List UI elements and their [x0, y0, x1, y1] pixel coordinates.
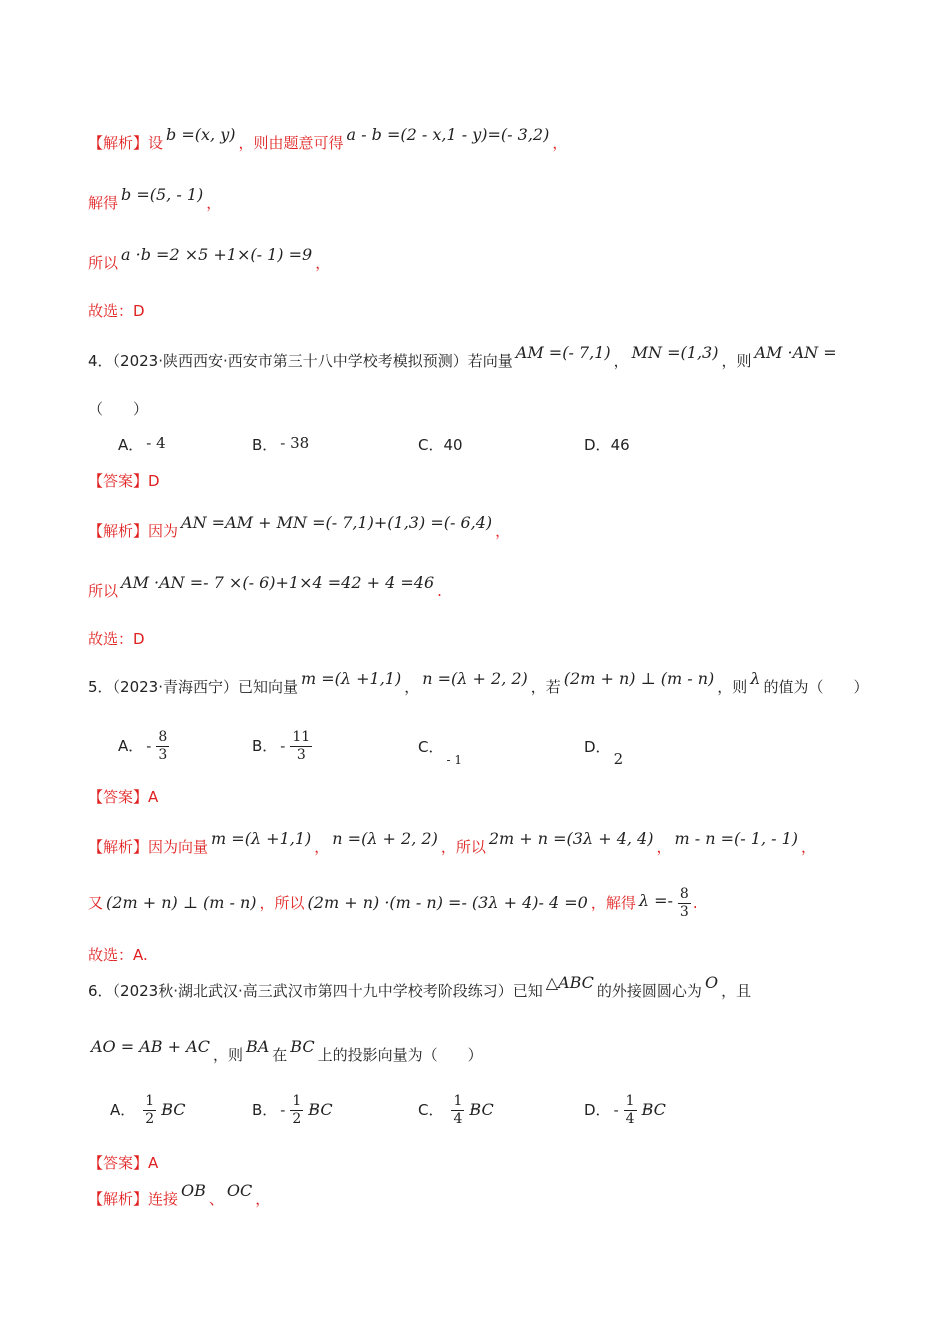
solution-tag: 【解析】 [88, 1190, 149, 1208]
vector: → BC [161, 1100, 185, 1119]
q4-paren: （ ） [88, 400, 149, 418]
math: (2m + n) ⊥ (m - n) [563, 669, 715, 688]
q5-option-d [584, 732, 626, 768]
text: 上的投影向量为（ ） [317, 1046, 483, 1064]
question-number: 4． [88, 352, 113, 370]
text: ，则 [212, 1046, 243, 1064]
numerator: 8 [679, 886, 689, 902]
answer-value: A [148, 788, 159, 806]
q4-conclusion: 故选：D [88, 630, 145, 648]
numerator: 8 [158, 729, 168, 745]
text: ， [656, 838, 672, 856]
q3-solution-line-2 [88, 185, 222, 218]
option-label: A． [118, 436, 144, 454]
option-label: C． [418, 1101, 444, 1119]
q6-answer [88, 1148, 158, 1178]
option-value: 40 [443, 436, 463, 454]
vector: → BC [469, 1100, 493, 1119]
denominator: 4 [453, 1111, 463, 1127]
numerator: 1 [292, 1093, 302, 1109]
math: 2m + n =(3λ + 4, 4) [488, 829, 654, 848]
q6-stem [88, 973, 752, 1006]
text: ，解得 [590, 894, 636, 912]
q5-option-a [118, 726, 171, 766]
option-value: 2 [613, 750, 624, 768]
denominator: 4 [625, 1111, 635, 1127]
math: BC [290, 1037, 315, 1056]
math: λ [750, 669, 761, 688]
text: ， [613, 352, 629, 370]
text: ， [255, 1190, 271, 1208]
fraction [156, 729, 169, 764]
solution-tag: 【解析】 [88, 134, 149, 152]
q5-conclusion: 故选：A. [88, 946, 148, 964]
text: ， [404, 678, 420, 696]
math: AM ·AN = [754, 343, 837, 362]
q5-solution-line-1 [88, 829, 817, 862]
option-value: - 4 [146, 434, 166, 452]
q5-option-b [252, 726, 314, 766]
text: ，则由题意可得 [238, 134, 344, 152]
text: ， [495, 522, 511, 540]
text: ， [315, 254, 331, 272]
math: a - b =(2 - x,1 - y)=(- 3,2) [346, 125, 550, 144]
text: 解得 [88, 194, 119, 212]
option-sign: - [280, 737, 286, 755]
text: ， [206, 194, 222, 212]
text: 所以 [88, 582, 119, 600]
math: m =(λ +1,1) [301, 669, 402, 688]
text: ，则 [721, 352, 752, 370]
vector: → BC [642, 1100, 666, 1119]
math: OB [181, 1181, 206, 1200]
question-source: （2023·陕西西安·西安市第三十八中学校考模拟预测）若向量 [112, 352, 513, 370]
math: (2m + n) ⊥ (m - n) [106, 893, 257, 912]
denominator: 3 [679, 904, 689, 920]
math: a ·b =2 ×5 +1×(- 1) =9 [121, 245, 313, 264]
fraction [678, 886, 691, 921]
q5-option-c [418, 732, 465, 767]
fraction [451, 1093, 464, 1128]
question-number: 5． [88, 678, 113, 696]
option-label: D． [584, 436, 611, 454]
solution-tag: 【解析】 [88, 522, 149, 540]
q6-option-c [418, 1090, 497, 1130]
option-label: C． [418, 436, 444, 454]
math: AN =AM + MN =(- 7,1)+(1,3) =(- 6,4) [181, 513, 493, 532]
vector: → BC [308, 1100, 332, 1119]
text: ，则 [717, 678, 748, 696]
q4-option-a [118, 430, 169, 460]
q4-option-c [418, 430, 463, 460]
option-label: B． [252, 737, 278, 755]
option-label: D． [584, 738, 611, 756]
denominator: 3 [158, 747, 168, 763]
math: (2m + n) ·(m - n) =- (3λ + 4)- 4 =0 [307, 893, 588, 912]
text: 在 [272, 1046, 288, 1064]
answer-tag: 【答案】 [88, 472, 149, 490]
q3-solution-line-3 [88, 245, 331, 278]
denominator: 2 [292, 1111, 302, 1127]
text: . [437, 582, 442, 600]
math: MN =(1,3) [631, 343, 719, 362]
option-label: B． [252, 436, 278, 454]
numerator: 11 [292, 729, 311, 745]
math: b =(x, y) [166, 125, 236, 144]
option-value: 46 [610, 436, 630, 454]
text: 又 [88, 894, 104, 912]
answer-value: D [148, 472, 160, 490]
denominator: 2 [145, 1111, 155, 1127]
question-source: （2023·青海西宁）已知向量 [112, 678, 298, 696]
option-sign: - [613, 1101, 619, 1119]
math: BA [245, 1037, 270, 1056]
option-value: - 38 [280, 434, 310, 452]
text: 、 [208, 1190, 224, 1208]
math: λ =- [638, 891, 673, 910]
text: ，且 [721, 982, 752, 1000]
question-source: （2023秋·湖北武汉·高三武汉市第四十九中学校考阶段练习）已知 [112, 982, 543, 1000]
math: O [704, 973, 719, 992]
text: . [692, 894, 698, 912]
answer-tag: 【答案】 [88, 788, 149, 806]
option-label: B． [252, 1101, 278, 1119]
q5-solution-line-2 [88, 886, 698, 920]
text: 因为 [148, 522, 179, 540]
text: ，所以 [440, 838, 486, 856]
option-label: A． [118, 737, 144, 755]
option-sign: - [280, 1101, 286, 1119]
q4-option-d [584, 430, 630, 460]
q4-option-b [252, 430, 312, 460]
text: 的外接圆圆心为 [596, 982, 702, 1000]
text: 所以 [88, 254, 119, 272]
q4-stem [88, 343, 840, 376]
math: n =(λ + 2, 2) [422, 669, 528, 688]
option-label: C． [418, 738, 444, 756]
text: 的值为（ ） [763, 678, 869, 696]
text: 连接 [148, 1190, 179, 1208]
q4-solution-line-1 [88, 513, 511, 546]
math: m =(λ +1,1) [211, 829, 312, 848]
q4-solution-line-2 [88, 573, 442, 606]
math: n =(λ + 2, 2) [332, 829, 438, 848]
fraction [290, 1093, 303, 1128]
text: ，若 [530, 678, 561, 696]
q3-conclusion: 故选：D [88, 302, 145, 320]
solution-tag: 【解析】 [88, 838, 149, 856]
math: OC [226, 1181, 253, 1200]
text: ， [552, 134, 568, 152]
math: AM ·AN =- 7 ×(- 6)+1×4 =42 + 4 =46 [121, 573, 435, 592]
numerator: 1 [145, 1093, 155, 1109]
fraction [624, 1093, 637, 1128]
numerator: 1 [625, 1093, 635, 1109]
math: AO = AB + AC [91, 1037, 210, 1056]
numerator: 1 [453, 1093, 463, 1109]
question-number: 6． [88, 982, 113, 1000]
q5-answer [88, 782, 158, 812]
q3-solution-line-1 [88, 125, 568, 158]
q6-option-b [252, 1090, 336, 1130]
q6-solution-line-1 [88, 1181, 271, 1214]
q5-stem [88, 669, 869, 702]
option-sign: - [146, 737, 152, 755]
math: △ABC [545, 973, 594, 992]
option-label: A． [110, 1101, 136, 1119]
text: ，所以 [259, 894, 305, 912]
answer-value: A [148, 1154, 159, 1172]
q6-option-a [110, 1090, 188, 1130]
text: ， [314, 838, 330, 856]
math: b =(5, - 1) [121, 185, 204, 204]
text: 设 [148, 134, 164, 152]
answer-tag: 【答案】 [88, 1154, 149, 1172]
option-label: D． [584, 1101, 611, 1119]
fraction [290, 729, 312, 764]
fraction [143, 1093, 156, 1128]
math: AM =(- 7,1) [515, 343, 611, 362]
q4-answer [88, 466, 160, 496]
option-value: - 1 [446, 753, 462, 767]
q6-stem-line-2 [88, 1037, 483, 1070]
q6-option-d [584, 1090, 669, 1130]
math: m - n =(- 1, - 1) [674, 829, 799, 848]
text: 因为向量 [148, 838, 209, 856]
denominator: 3 [296, 747, 306, 763]
text: ， [801, 838, 817, 856]
